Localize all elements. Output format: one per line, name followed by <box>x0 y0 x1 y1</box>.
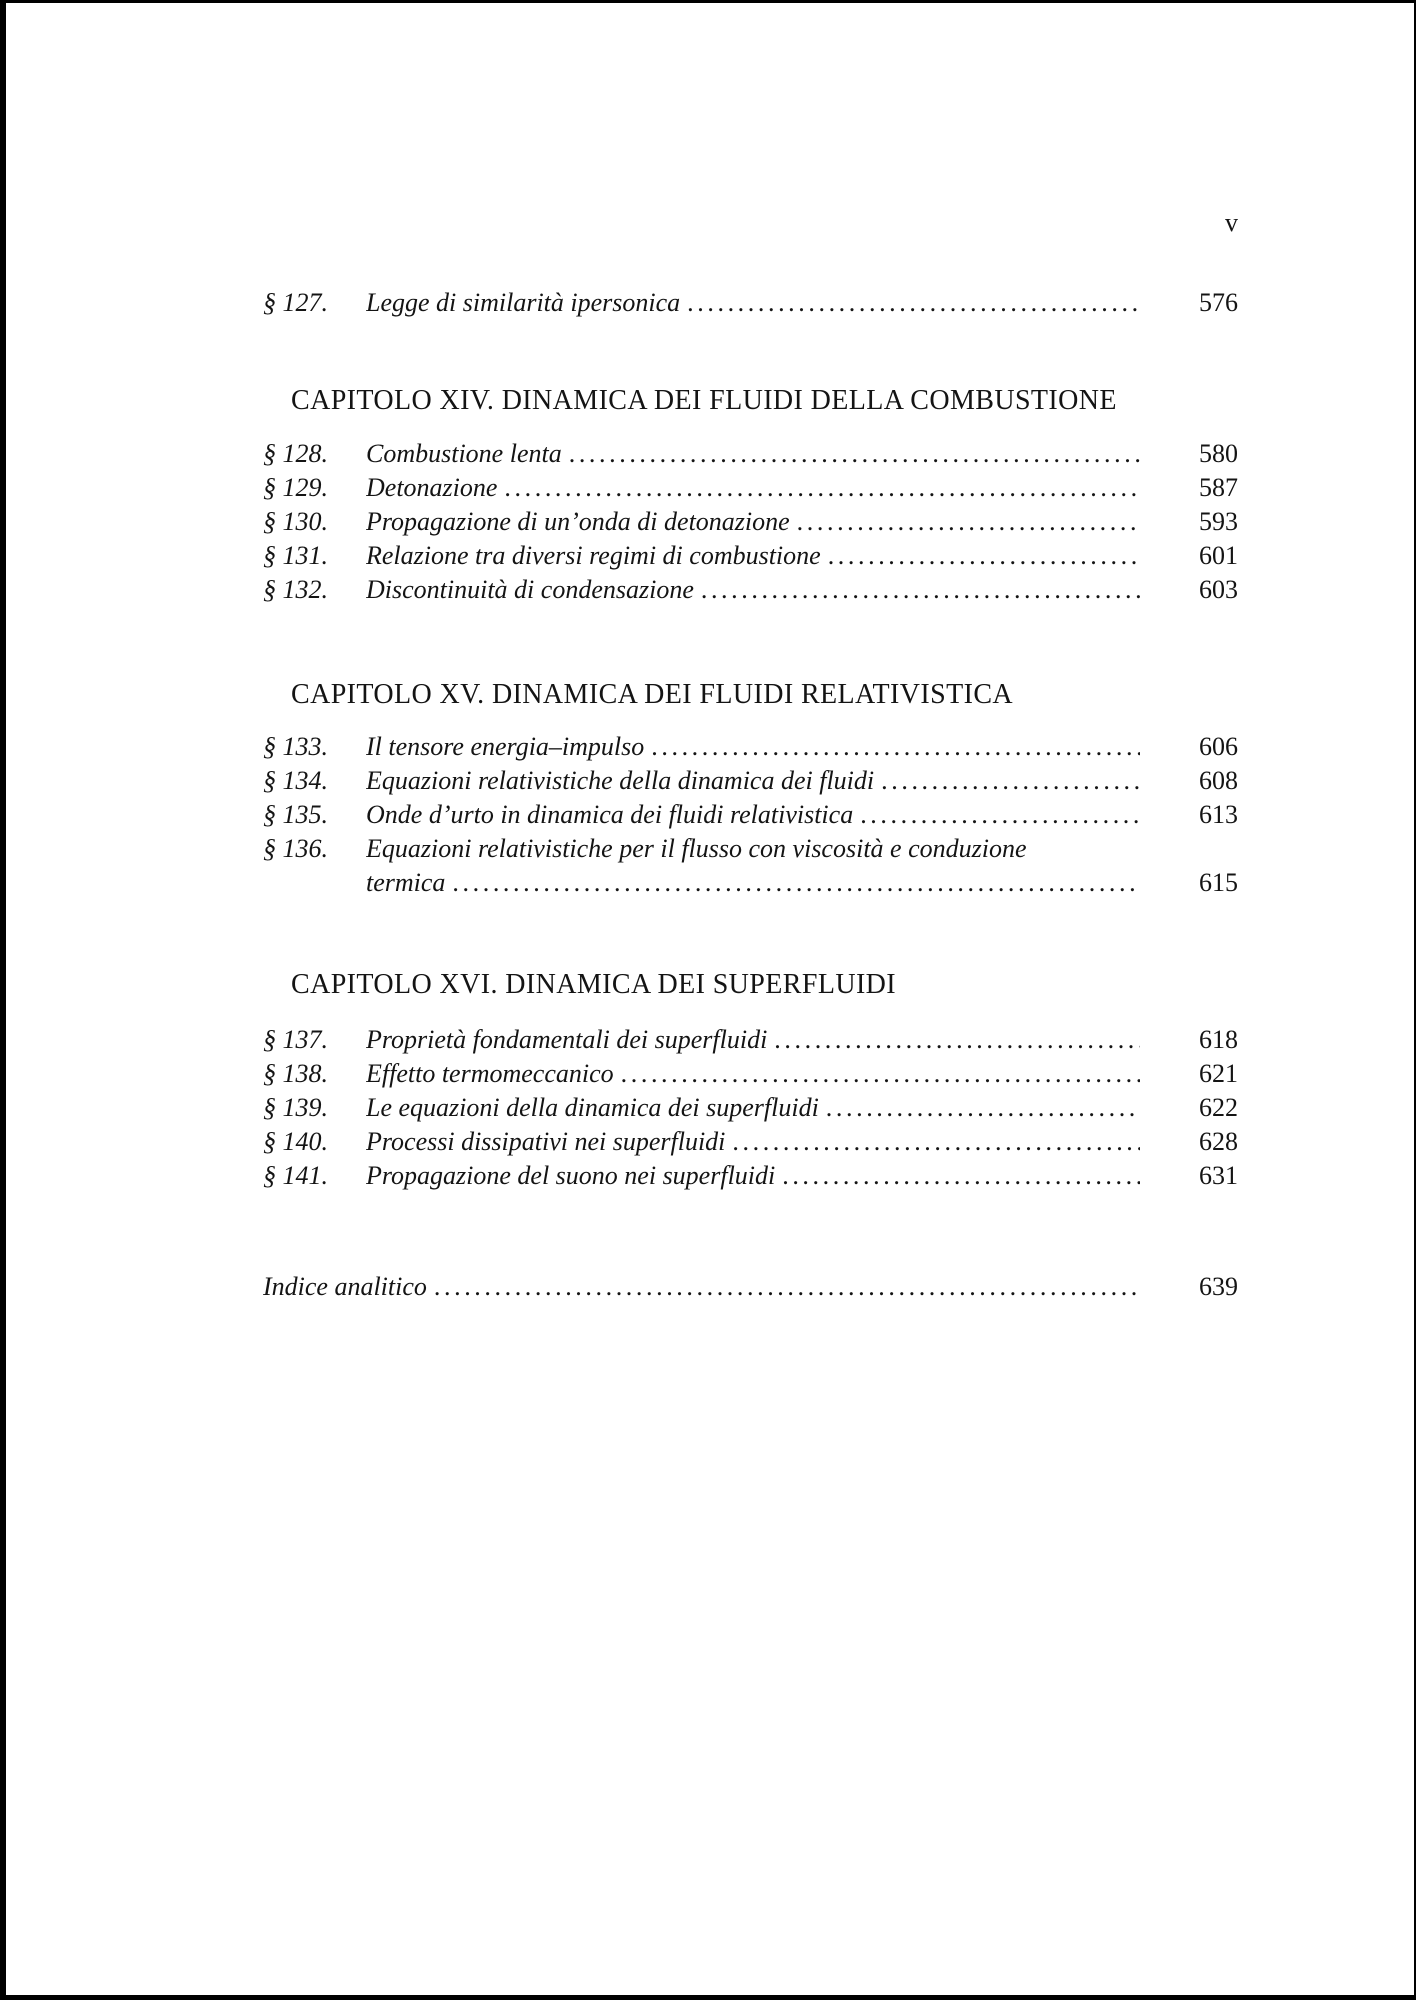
entry-title: Combustione lenta <box>366 439 562 468</box>
entry-title: Equazioni relativistiche della dinamica dei fluidi <box>366 766 875 795</box>
entry-title: Onde d’urto in dinamica dei fluidi relativistica <box>366 800 854 829</box>
entry-page: 608 <box>1199 766 1238 795</box>
toc-entry <box>263 505 1238 539</box>
dot-leader <box>680 286 1140 320</box>
entry-title-area <box>366 764 1150 798</box>
entry-number: § 136. <box>263 834 328 863</box>
toc <box>263 286 1238 1304</box>
toc-entry <box>263 798 1238 832</box>
entry-page: 576 <box>1199 288 1238 317</box>
dot-leader <box>819 1091 1140 1125</box>
dot-leader <box>427 1270 1140 1304</box>
entry-number: § 129. <box>263 473 328 502</box>
entry-number: § 131. <box>263 541 328 570</box>
toc-entry-continuation <box>263 866 1238 900</box>
entry-title-area <box>366 1057 1150 1091</box>
dot-leader <box>614 1057 1140 1091</box>
entry-title: Indice analitico <box>263 1272 427 1301</box>
dot-leader <box>767 1023 1140 1057</box>
entry-title-area <box>366 866 1150 900</box>
dot-leader <box>790 505 1140 539</box>
toc-entry <box>263 730 1238 764</box>
entry-number: § 137. <box>263 1025 328 1054</box>
entry-title: Legge di similarità ipersonica <box>366 288 681 317</box>
entry-page: 621 <box>1199 1059 1238 1088</box>
entry-page: 618 <box>1199 1025 1238 1054</box>
entry-title-area <box>366 471 1150 505</box>
toc-entry <box>263 1057 1238 1091</box>
entry-number: § 134. <box>263 766 328 795</box>
entry-page: 580 <box>1199 439 1238 468</box>
entry-title-area <box>366 1091 1150 1125</box>
entry-title-area <box>366 539 1150 573</box>
entry-title: termica <box>366 868 446 897</box>
entry-page: 622 <box>1199 1093 1238 1122</box>
entry-title: Relazione tra diversi regimi di combustione <box>366 541 821 570</box>
toc-entry <box>263 1159 1238 1193</box>
toc-entry <box>263 286 1238 320</box>
entry-title: Il tensore energia–impulso <box>366 732 645 761</box>
dot-leader <box>497 471 1140 505</box>
toc-entry <box>263 764 1238 798</box>
dot-leader <box>874 764 1140 798</box>
toc-entry <box>263 573 1238 607</box>
entry-page: 593 <box>1199 507 1238 536</box>
entry-number: § 138. <box>263 1059 328 1088</box>
entry-title: Detonazione <box>366 473 498 502</box>
toc-entry <box>263 539 1238 573</box>
entry-title-area <box>263 1270 1150 1304</box>
toc-entry <box>263 1091 1238 1125</box>
entry-title-area <box>366 1023 1150 1057</box>
entry-title-area <box>366 437 1150 471</box>
entry-title: Equazioni relativistiche per il flusso con viscosità e conduzione <box>366 834 1027 863</box>
toc-entry <box>263 1125 1238 1159</box>
toc-entry-index <box>263 1270 1238 1304</box>
toc-entry <box>263 437 1238 471</box>
entry-number: § 135. <box>263 800 328 829</box>
entry-title: Effetto termomeccanico <box>366 1059 614 1088</box>
entry-title: Le equazioni della dinamica dei superfluidi <box>366 1093 819 1122</box>
entry-number: § 127. <box>263 288 328 317</box>
toc-entry <box>263 1023 1238 1057</box>
dot-leader <box>562 437 1140 471</box>
entry-title-area <box>366 1125 1150 1159</box>
entry-title-area <box>366 730 1150 764</box>
entry-page: 639 <box>1199 1272 1238 1301</box>
entry-page: 603 <box>1199 575 1238 604</box>
entry-page: 606 <box>1199 732 1238 761</box>
chapter-heading: CAPITOLO XVI. DINAMICA DEI SUPERFLUIDI <box>291 969 897 1000</box>
entry-title-area <box>366 573 1150 607</box>
entry-title-area <box>366 286 1150 320</box>
dot-leader <box>694 573 1140 607</box>
entry-title: Processi dissipativi nei superfluidi <box>366 1127 726 1156</box>
entry-title-area <box>366 832 1238 866</box>
folio-page-number: v <box>1225 208 1238 237</box>
entry-number: § 133. <box>263 732 328 761</box>
toc-entry <box>263 471 1238 505</box>
entry-number: § 140. <box>263 1127 328 1156</box>
dot-leader <box>725 1125 1140 1159</box>
dot-leader <box>644 730 1140 764</box>
entry-title-area <box>366 1159 1150 1193</box>
dot-leader <box>853 798 1140 832</box>
chapter-heading: CAPITOLO XV. DINAMICA DEI FLUIDI RELATIVISTICA <box>291 679 1014 710</box>
toc-entry <box>263 832 1238 866</box>
entry-number: § 139. <box>263 1093 328 1122</box>
dot-leader <box>775 1159 1140 1193</box>
entry-page: 613 <box>1199 800 1238 829</box>
dot-leader <box>821 539 1140 573</box>
entry-title-area <box>366 798 1150 832</box>
entry-page: 587 <box>1199 473 1238 502</box>
dot-leader <box>445 866 1140 900</box>
entry-title: Proprietà fondamentali dei superfluidi <box>366 1025 768 1054</box>
entry-number: § 132. <box>263 575 328 604</box>
entry-title: Propagazione del suono nei superfluidi <box>366 1161 776 1190</box>
chapter-heading: CAPITOLO XIV. DINAMICA DEI FLUIDI DELLA COMBUSTIONE <box>291 385 1117 416</box>
entry-page: 631 <box>1199 1161 1238 1190</box>
entry-title-area <box>366 505 1150 539</box>
entry-title: Discontinuità di condensazione <box>366 575 694 604</box>
entry-title: Propagazione di un’onda di detonazione <box>366 507 790 536</box>
entry-number: § 130. <box>263 507 328 536</box>
entry-number: § 128. <box>263 439 328 468</box>
entry-page: 615 <box>1199 868 1238 897</box>
entry-page: 628 <box>1199 1127 1238 1156</box>
entry-number: § 141. <box>263 1161 328 1190</box>
entry-page: 601 <box>1199 541 1238 570</box>
